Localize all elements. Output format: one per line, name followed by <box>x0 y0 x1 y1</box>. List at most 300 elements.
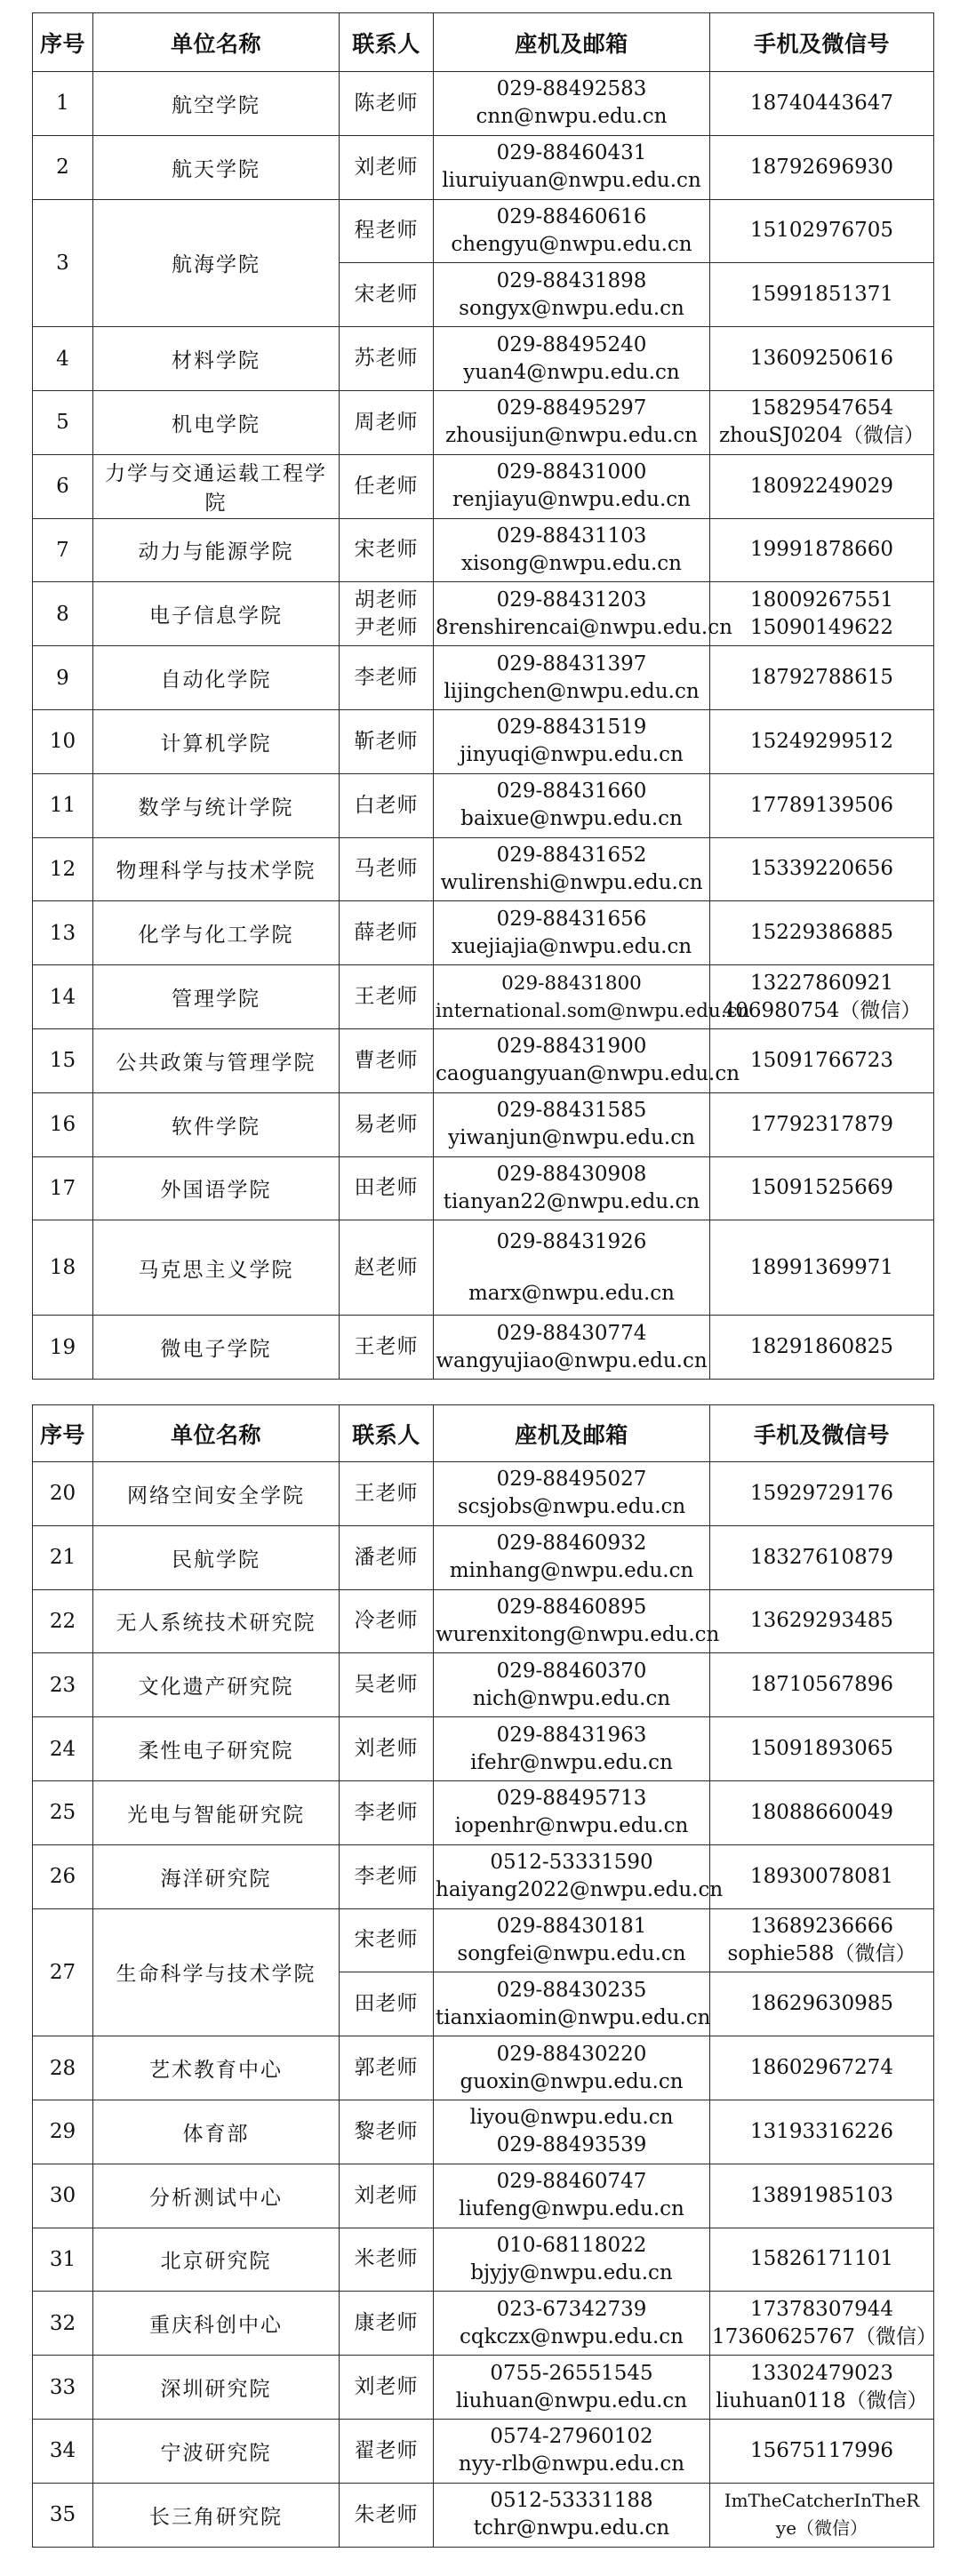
landline: 0512-53331590 <box>490 1851 653 1875</box>
phone-email <box>434 1972 710 2036</box>
mobile-wechat <box>710 646 934 710</box>
contact-person <box>340 327 434 391</box>
contact-name: 李老师 <box>354 1800 419 1824</box>
unit-name: 电子信息学院 <box>93 582 340 646</box>
mobile: 18629630985 <box>750 1992 893 2016</box>
header-phone-email: 座机及邮箱 <box>434 1405 710 1462</box>
unit-name: 长三角研究院 <box>93 2483 340 2547</box>
row-number: 11 <box>33 773 93 837</box>
contact-person <box>340 582 434 646</box>
landline: 029-88431103 <box>496 524 647 548</box>
mobile-wechat <box>710 1028 934 1092</box>
email: baixue@nwpu.edu.cn <box>460 807 683 831</box>
contact-name: 郭老师 <box>354 2056 419 2080</box>
contact-person <box>340 1028 434 1092</box>
wechat: zhouSJ0204（微信） <box>718 424 925 448</box>
contact-name: 王老师 <box>354 1481 419 1505</box>
header-mobile-wechat: 手机及微信号 <box>710 13 934 72</box>
phone-email <box>434 901 710 965</box>
mobile-wechat <box>710 582 934 646</box>
table-row <box>33 72 934 136</box>
mobile: 13609250616 <box>750 347 893 371</box>
row-number: 31 <box>33 2228 93 2292</box>
phone-email <box>434 1844 724 1908</box>
mobile-wechat <box>710 1653 934 1717</box>
wechat: 406980754（微信） <box>722 998 922 1022</box>
row-number: 32 <box>33 2292 93 2356</box>
phone-email <box>434 135 710 199</box>
table-row <box>33 199 934 263</box>
landline: 029-88430774 <box>496 1321 647 1345</box>
phone-email <box>434 1717 710 1781</box>
contact-name: 翟老师 <box>354 2438 419 2462</box>
contact-name: 王老师 <box>354 985 419 1009</box>
row-number: 28 <box>33 2036 93 2100</box>
email: nich@nwpu.edu.cn <box>472 1686 671 1710</box>
unit-name: 深圳研究院 <box>93 2356 340 2420</box>
landline: 029-88460431 <box>496 141 647 165</box>
contact-name: 宋老师 <box>354 1928 419 1952</box>
contact-name: 任老师 <box>354 474 419 498</box>
mobile-2: 15090149622 <box>750 615 893 639</box>
table-row <box>33 2356 934 2420</box>
contact-person <box>340 965 434 1029</box>
unit-name: 管理学院 <box>93 965 340 1029</box>
email: marx@nwpu.edu.cn <box>468 1281 675 1305</box>
contact-person <box>340 773 434 837</box>
table-row <box>33 454 934 518</box>
mobile: 18991369971 <box>750 1255 893 1279</box>
mobile: 18602967274 <box>750 2056 893 2080</box>
contact-name: 黎老师 <box>354 2119 419 2143</box>
contact-person <box>340 1780 434 1844</box>
mobile-wechat <box>710 901 934 965</box>
landline: 029-88431898 <box>496 268 647 292</box>
email: caoguangyuan@nwpu.edu.cn <box>436 1062 740 1086</box>
header-contact: 联系人 <box>340 1405 434 1462</box>
row-number: 3 <box>33 199 93 327</box>
contact-name: 赵老师 <box>354 1255 419 1279</box>
email: nyy-rlb@nwpu.edu.cn <box>458 2452 685 2476</box>
email: renjiayu@nwpu.edu.cn <box>452 488 691 512</box>
email: cqkczx@nwpu.edu.cn <box>459 2324 684 2348</box>
landline: 029-88430220 <box>496 2042 647 2066</box>
phone-email <box>434 1316 710 1380</box>
phone-email <box>434 1156 710 1220</box>
mobile-wechat <box>710 2100 934 2164</box>
mobile: 15826171101 <box>750 2247 893 2271</box>
landline: 029-88431900 <box>496 1035 647 1059</box>
phone-email <box>434 454 710 518</box>
contact-person <box>340 72 434 136</box>
contact-name: 马老师 <box>354 857 419 881</box>
mobile: 15249299512 <box>750 729 893 753</box>
mobile: 15091525669 <box>750 1176 893 1200</box>
mobile-wechat <box>710 72 934 136</box>
phone-email <box>434 965 750 1029</box>
mobile-wechat <box>710 2292 937 2356</box>
table-row <box>33 1844 934 1908</box>
row-number: 8 <box>33 582 93 646</box>
email: liufeng@nwpu.edu.cn <box>459 2197 684 2221</box>
row-number: 30 <box>33 2164 93 2228</box>
mobile-wechat <box>710 2164 934 2228</box>
email: wurenxitong@nwpu.edu.cn <box>436 1622 720 1646</box>
row-number: 19 <box>33 1316 93 1380</box>
contact-person <box>340 709 434 773</box>
row-number: 12 <box>33 837 93 901</box>
mobile: 15102976705 <box>750 219 893 243</box>
unit-name: 生命科学与技术学院 <box>93 1908 340 2036</box>
contact-table-part-1 <box>32 12 934 1380</box>
unit-name: 文化遗产研究院 <box>93 1653 340 1717</box>
unit-name: 动力与能源学院 <box>93 518 340 582</box>
contact-name: 康老师 <box>354 2311 419 2335</box>
contact-name: 刘老师 <box>354 2375 419 2399</box>
contact-person <box>340 199 434 263</box>
email: liuhuan@nwpu.edu.cn <box>455 2388 688 2412</box>
mobile: 19991878660 <box>750 538 893 562</box>
contact-person <box>340 2356 434 2420</box>
phone-email <box>434 773 710 837</box>
email: cnn@nwpu.edu.cn <box>476 105 668 129</box>
contact-name: 易老师 <box>354 1112 419 1136</box>
table-row <box>33 1717 934 1781</box>
landline: 029-88430235 <box>496 1978 647 2002</box>
contact-name: 程老师 <box>354 219 419 243</box>
mobile: 13302479023 <box>750 2361 893 2385</box>
table-row <box>33 837 934 901</box>
email: guoxin@nwpu.edu.cn <box>460 2069 684 2093</box>
contact-name: 苏老师 <box>354 347 419 371</box>
mobile: 15829547654 <box>750 396 893 420</box>
phone-email <box>434 2356 710 2420</box>
phone-email <box>434 1525 710 1589</box>
contact-person <box>340 2100 434 2164</box>
contact-person <box>340 2036 434 2100</box>
phone-email <box>434 2100 710 2164</box>
table-row <box>33 2292 934 2356</box>
row-number: 34 <box>33 2419 93 2483</box>
unit-name: 民航学院 <box>93 1525 340 1589</box>
contact-name: 朱老师 <box>354 2502 419 2526</box>
unit-name: 自动化学院 <box>93 646 340 710</box>
phone-email <box>434 1780 710 1844</box>
phone-email <box>434 2164 710 2228</box>
mobile-wechat <box>710 1092 934 1156</box>
unit-name: 软件学院 <box>93 1092 340 1156</box>
header-unit: 单位名称 <box>93 1405 340 1462</box>
mobile: ImTheCatcherInTheR <box>724 2490 920 2512</box>
mobile-wechat <box>710 1589 934 1653</box>
contact-person <box>340 135 434 199</box>
unit-name: 数学与统计学院 <box>93 773 340 837</box>
header-no: 序号 <box>33 1405 93 1462</box>
phone-email <box>434 2483 710 2547</box>
landline: liyou@nwpu.edu.cn <box>469 2106 674 2130</box>
table-row <box>33 1780 934 1844</box>
row-number: 27 <box>33 1908 93 2036</box>
row-number: 13 <box>33 901 93 965</box>
row-number: 17 <box>33 1156 93 1220</box>
contact-person <box>340 1220 434 1316</box>
unit-name: 马克思主义学院 <box>93 1220 340 1316</box>
landline: 029-88431203 <box>496 588 647 612</box>
mobile: 13689236666 <box>750 1914 893 1938</box>
email: chengyu@nwpu.edu.cn <box>451 232 692 256</box>
row-number: 20 <box>33 1462 93 1526</box>
mobile-wechat <box>710 1908 934 1972</box>
table-row <box>33 2483 934 2547</box>
table-row <box>33 1316 934 1380</box>
mobile-wechat <box>710 2036 934 2100</box>
wechat: ye（微信） <box>775 2517 868 2540</box>
unit-name: 计算机学院 <box>93 709 340 773</box>
table-row <box>33 582 934 646</box>
mobile-wechat <box>710 1844 934 1908</box>
mobile: 18792696930 <box>750 155 893 179</box>
contact-person <box>340 1316 434 1380</box>
unit-name: 材料学院 <box>93 327 340 391</box>
row-number: 6 <box>33 454 93 518</box>
mobile-wechat <box>710 1780 934 1844</box>
mobile-wechat <box>710 2419 934 2483</box>
mobile-wechat <box>710 1525 934 1589</box>
landline: 029-88495297 <box>496 396 647 420</box>
unit-name: 公共政策与管理学院 <box>93 1028 340 1092</box>
email: xisong@nwpu.edu.cn <box>460 551 682 575</box>
unit-name: 无人系统技术研究院 <box>93 1589 340 1653</box>
contact-person <box>340 2292 434 2356</box>
landline: 029-88460895 <box>496 1595 647 1619</box>
header-contact: 联系人 <box>340 13 434 72</box>
mobile: 18930078081 <box>750 1864 893 1888</box>
table-row <box>33 1908 934 1972</box>
table-row <box>33 2100 934 2164</box>
contact-person <box>340 1525 434 1589</box>
contact-person <box>340 901 434 965</box>
contact-name: 李老师 <box>354 1864 419 1888</box>
email: iopenhr@nwpu.edu.cn <box>454 1814 689 1838</box>
mobile-wechat <box>710 837 934 901</box>
contact-name: 陈老师 <box>354 91 419 115</box>
phone-email <box>434 1028 740 1092</box>
landline: 0574-27960102 <box>490 2425 653 2449</box>
landline: 029-88495713 <box>496 1787 647 1811</box>
wechat: sophie588（微信） <box>727 1941 916 1965</box>
mobile: 18088660049 <box>750 1800 893 1824</box>
table-header-row <box>33 13 934 72</box>
landline: 029-88495027 <box>496 1468 647 1492</box>
landline: 029-88431660 <box>496 780 647 804</box>
phone-email <box>434 2292 710 2356</box>
contact-name: 潘老师 <box>354 1545 419 1569</box>
unit-name: 柔性电子研究院 <box>93 1717 340 1781</box>
landline: 029-88431519 <box>496 716 647 740</box>
contact-person <box>340 518 434 582</box>
table-row <box>33 1589 934 1653</box>
mobile-wechat <box>710 135 934 199</box>
contact-person <box>340 454 434 518</box>
unit-name: 微电子学院 <box>93 1316 340 1380</box>
phone-email <box>434 2036 710 2100</box>
row-number: 35 <box>33 2483 93 2547</box>
contact-person <box>340 2228 434 2292</box>
contact-name: 刘老师 <box>354 155 419 179</box>
phone-email <box>434 582 732 646</box>
landline: 023-67342739 <box>496 2297 647 2321</box>
table-row <box>33 965 934 1029</box>
mobile-wechat <box>710 2483 934 2547</box>
contact-name: 刘老师 <box>354 1737 419 1761</box>
phone-email <box>434 72 710 136</box>
contact-name: 宋老师 <box>354 538 419 562</box>
mobile: 18327610879 <box>750 1545 893 1569</box>
table-row <box>33 1156 934 1220</box>
email: international.som@nwpu.edu.cn <box>436 999 750 1022</box>
contact-person <box>340 2483 434 2547</box>
table-row <box>33 390 934 454</box>
contact-name: 胡老师 <box>354 588 419 612</box>
contact-name: 刘老师 <box>354 2183 419 2207</box>
table-row <box>33 1028 934 1092</box>
contact-name: 曹老师 <box>354 1048 419 1072</box>
contact-person <box>340 263 434 327</box>
contact-person <box>340 1462 434 1526</box>
mobile-wechat <box>710 2228 934 2292</box>
contact-person <box>340 1156 434 1220</box>
email: songfei@nwpu.edu.cn <box>457 1941 686 1965</box>
contact-name: 宋老师 <box>354 283 419 307</box>
email: wangyujiao@nwpu.edu.cn <box>436 1348 708 1372</box>
row-number: 1 <box>33 72 93 136</box>
mobile: 18092249029 <box>750 474 893 498</box>
contact-person <box>340 1972 434 2036</box>
mobile: 15229386885 <box>750 921 893 945</box>
email: liuruiyuan@nwpu.edu.cn <box>442 169 701 193</box>
landline: 029-88431656 <box>496 907 647 931</box>
contact-person <box>340 1092 434 1156</box>
email: tianyan22@nwpu.edu.cn <box>443 1189 700 1213</box>
mobile-wechat <box>710 390 934 454</box>
contact-person <box>340 646 434 710</box>
mobile-wechat <box>710 263 934 327</box>
mobile-wechat <box>710 965 934 1029</box>
mobile: 15091893065 <box>750 1737 893 1761</box>
mobile: 15929729176 <box>750 1481 893 1505</box>
unit-name: 北京研究院 <box>93 2228 340 2292</box>
unit-name: 重庆科创中心 <box>93 2292 340 2356</box>
contact-person <box>340 2419 434 2483</box>
unit-name: 物理科学与技术学院 <box>93 837 340 901</box>
table-row <box>33 1525 934 1589</box>
unit-name: 网络空间安全学院 <box>93 1462 340 1526</box>
phone-email <box>434 709 710 773</box>
contact-name: 周老师 <box>354 410 419 434</box>
email: tchr@nwpu.edu.cn <box>473 2516 670 2540</box>
contact-name: 冷老师 <box>354 1609 419 1633</box>
landline: 029-88431800 <box>501 972 642 995</box>
row-number: 4 <box>33 327 93 391</box>
mobile: 13891985103 <box>750 2183 893 2207</box>
header-mobile-wechat: 手机及微信号 <box>710 1405 934 1462</box>
wechat: liuhuan0118（微信） <box>716 2388 928 2412</box>
landline: 029-88492583 <box>496 77 647 101</box>
table-row <box>33 2164 934 2228</box>
landline: 029-88460932 <box>496 1532 647 1556</box>
phone-email <box>434 1589 720 1653</box>
landline: 029-88431926 <box>496 1229 647 1253</box>
unit-name: 航空学院 <box>93 72 340 136</box>
email: yiwanjun@nwpu.edu.cn <box>448 1126 695 1150</box>
row-number: 7 <box>33 518 93 582</box>
table-row <box>33 2228 934 2292</box>
landline: 029-88431397 <box>496 652 647 676</box>
email: minhang@nwpu.edu.cn <box>449 1559 694 1583</box>
row-number: 33 <box>33 2356 93 2420</box>
email: songyx@nwpu.edu.cn <box>459 296 684 320</box>
email: bjyjy@nwpu.edu.cn <box>470 2260 673 2284</box>
email: 8renshirencai@nwpu.edu.cn <box>436 615 732 639</box>
contact-name: 李老师 <box>354 666 419 690</box>
contact-name: 田老师 <box>354 1176 419 1200</box>
header-no: 序号 <box>33 13 93 72</box>
phone-email <box>434 2228 710 2292</box>
unit-name: 航海学院 <box>93 199 340 327</box>
row-number: 2 <box>33 135 93 199</box>
landline: 029-88431000 <box>496 460 647 484</box>
mobile: 18710567896 <box>750 1673 893 1697</box>
contact-person <box>340 837 434 901</box>
mobile-wechat <box>710 454 934 518</box>
mobile: 18792788615 <box>750 666 893 690</box>
contact-person <box>340 1589 434 1653</box>
landline: 029-88431585 <box>496 1099 647 1123</box>
email: lijingchen@nwpu.edu.cn <box>444 679 700 703</box>
mobile: 18291860825 <box>750 1335 893 1359</box>
landline: 029-88460616 <box>496 204 647 228</box>
unit-name: 光电与智能研究院 <box>93 1780 340 1844</box>
row-number: 29 <box>33 2100 93 2164</box>
mobile: 13227860921 <box>750 971 893 995</box>
email: yuan4@nwpu.edu.cn <box>463 360 680 384</box>
phone-email <box>434 1653 710 1717</box>
table-row <box>33 518 934 582</box>
unit-name: 宁波研究院 <box>93 2419 340 2483</box>
phone-email <box>434 1908 710 1972</box>
table-row <box>33 1092 934 1156</box>
unit-name: 航天学院 <box>93 135 340 199</box>
wechat: 17360625767（微信） <box>712 2324 937 2348</box>
contact-person <box>340 2164 434 2228</box>
row-number: 21 <box>33 1525 93 1589</box>
landline: 029-88431652 <box>496 843 647 867</box>
contact-person <box>340 1717 434 1781</box>
mobile-wechat <box>710 199 934 263</box>
mobile-wechat <box>710 327 934 391</box>
phone-email <box>434 837 710 901</box>
unit-name: 艺术教育中心 <box>93 2036 340 2100</box>
mobile: 13193316226 <box>750 2119 893 2143</box>
table-row <box>33 901 934 965</box>
unit-name: 海洋研究院 <box>93 1844 340 1908</box>
phone-email <box>434 390 710 454</box>
table-row <box>33 1653 934 1717</box>
row-number: 26 <box>33 1844 93 1908</box>
phone-email <box>434 1220 710 1316</box>
mobile-wechat <box>710 1156 934 1220</box>
phone-email <box>434 2419 710 2483</box>
